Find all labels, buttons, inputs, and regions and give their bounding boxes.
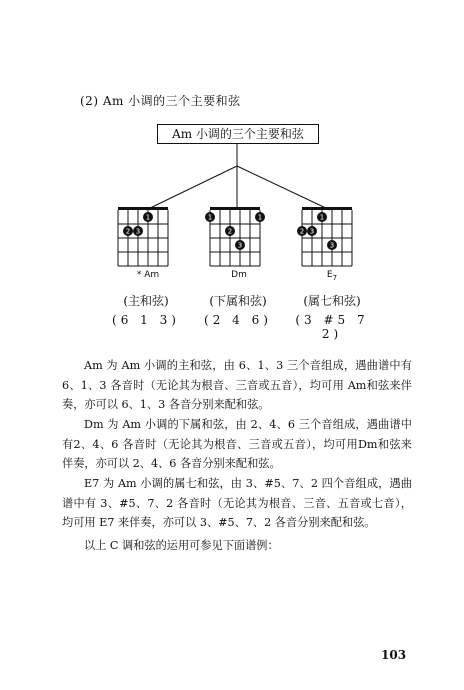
finger-number: 1	[207, 213, 213, 222]
finger-number: 2	[125, 227, 131, 236]
chord-grid-2	[297, 207, 352, 266]
finger-number: 1	[257, 213, 263, 222]
chord-name-label: Am	[144, 270, 160, 280]
finger-number: 3	[135, 227, 141, 236]
chord-grid-0	[118, 207, 168, 266]
nut	[302, 207, 352, 210]
chord-name-am	[118, 270, 178, 280]
chord-mark: *	[136, 270, 142, 280]
finger-number: 1	[319, 213, 325, 222]
nut	[210, 207, 260, 210]
finger-number: 2	[227, 227, 233, 236]
chord-name-dm: Dm	[231, 270, 247, 280]
section-heading: (2) Am 小调的三个主要和弦	[80, 94, 241, 108]
nut	[118, 207, 168, 210]
chord-notes-e7: (3 #5 7 2)	[295, 313, 369, 341]
chord-grid-1	[205, 207, 265, 266]
finger-number: 1	[145, 213, 151, 222]
finger-number: 3	[237, 241, 243, 250]
paragraph-e7: E7 为 Am 小调的属七和弦，由 3、#5、7、2 四个音组成，遇曲谱中有 3、#5、7、2 各音时（无论其为根音、三音、五音或七音），均可用 E7 来伴奏，亦可以 3、#5、7、2 各音分别来配和弦。	[62, 477, 412, 529]
chord-tree-diagram	[0, 0, 464, 300]
finger-number: 3	[309, 227, 315, 236]
paragraph-reference: 以上 C 调和弦的运用可参见下面谱例：	[84, 539, 279, 552]
chord-notes-dm: (2 4 6)	[204, 313, 272, 327]
chord-name-e7: $E_7$	[326, 270, 338, 282]
chord-role-dm: (下属和弦)	[209, 294, 267, 308]
chord-notes-am: (6 1 3)	[112, 313, 180, 327]
finger-number: 2	[299, 227, 305, 236]
page-number: 103	[381, 648, 407, 662]
diagram-title: Am 小调的三个主要和弦	[157, 124, 319, 144]
chord-role-e7: (属七和弦)	[303, 294, 361, 308]
paragraph-dm: Dm 为 Am 小调的下属和弦，由 2、4、6 三个音组成，遇曲谱中有2、4、6 各音时（无论其为根音、三音或五音），均可用Dm和弦来伴奏，亦可以 2、4、6 各音分别来配和弦。	[62, 418, 412, 470]
finger-number: 3	[329, 241, 335, 250]
chord-role-am: (主和弦)	[123, 294, 169, 308]
paragraph-am: Am 为 Am 小调的主和弦，由 6、1、3 三个音组成，遇曲谱中有 6、1、3 各音时（无论其为根音、三音或五音），均可用 Am和弦来伴奏，亦可以 6、1、3 各音分别来配和弦。	[62, 359, 412, 411]
